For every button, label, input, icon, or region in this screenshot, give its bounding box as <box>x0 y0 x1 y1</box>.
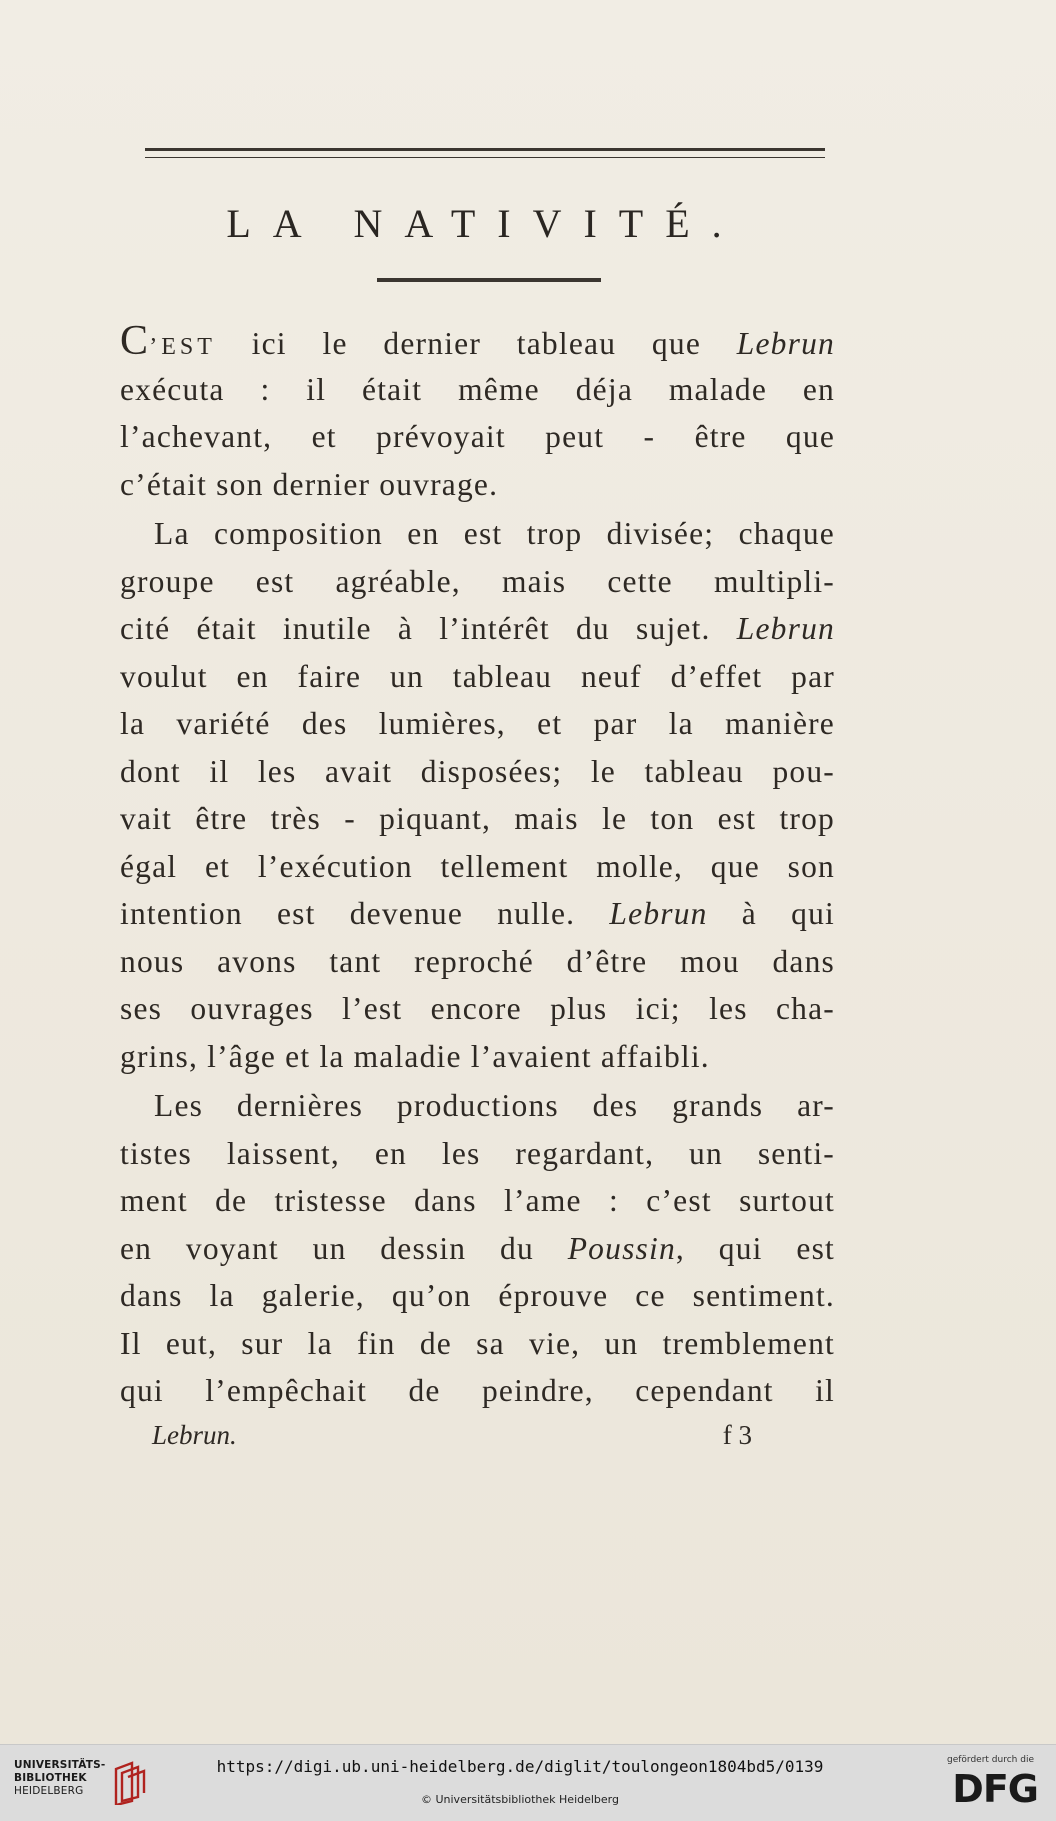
text-line <box>120 1320 835 1368</box>
text-run: grins, l’âge et la maladie l’avaient affaibli. <box>120 1038 710 1074</box>
text-line <box>120 318 835 366</box>
text-line <box>120 748 835 796</box>
library-emblem-icon <box>110 1761 148 1805</box>
text-line <box>120 413 835 461</box>
text-line <box>120 1082 835 1130</box>
text-run: cité était inutile à l’intérêt du sujet. <box>120 611 737 646</box>
text-run: l’achevant, et prévoyait peut - être que <box>120 419 835 454</box>
italic-name: Lebrun <box>609 896 708 931</box>
text-run: intention est devenue nulle. <box>120 896 610 931</box>
text-line <box>120 1367 835 1415</box>
text-run: dans la galerie, qu’on éprouve ce sentiment. <box>120 1278 835 1313</box>
text-run: exécuta : il était même déja malade en <box>120 371 835 407</box>
text-line <box>120 795 835 843</box>
text-run: ment de tristesse dans l’ame : c’est surtout <box>120 1183 835 1218</box>
text-line <box>120 366 835 414</box>
text-run: C <box>120 318 150 364</box>
text-run: qui l’empêchait de peindre, cependant il <box>120 1373 835 1408</box>
text-line <box>120 1033 835 1081</box>
text-run: ses ouvrages l’est encore plus ici; les cha- <box>120 991 835 1026</box>
text-line <box>120 700 835 748</box>
dfg-logo[interactable]: DFG <box>952 1767 1038 1811</box>
sheet-mark: f 3 <box>722 1420 752 1450</box>
text-line <box>120 938 835 986</box>
copyright-notice: © Universitätsbibliothek Heidelberg <box>420 1793 619 1806</box>
text-run: nous avons tant reproché d’être mou dans <box>120 943 835 979</box>
title-underline <box>377 278 601 282</box>
page-url-link[interactable]: https://digi.ub.uni-heidelberg.de/diglit/toulongeon1804bd5/0139 <box>216 1757 824 1776</box>
top-double-rule <box>145 148 825 158</box>
text-line <box>120 510 835 558</box>
text-run: dont il les avait disposées; le tableau pou- <box>120 753 835 789</box>
text-run: La composition en est trop divisée; chaque <box>154 516 835 551</box>
text-run: c’était son dernier ouvrage. <box>120 466 499 502</box>
text-run: égal et l’exécution tellement molle, que son <box>120 848 835 884</box>
text-line <box>120 558 835 606</box>
page-title: LA NATIVITÉ. <box>226 201 744 246</box>
text-line <box>120 1177 835 1225</box>
text-line <box>120 890 835 938</box>
text-run: à qui <box>707 896 835 931</box>
library-name-line1: UNIVERSITÄTS- <box>14 1759 106 1771</box>
text-line <box>120 1130 835 1178</box>
text-line <box>120 1225 835 1273</box>
text-line <box>120 605 835 653</box>
text-run: tistes laissent, en les regardant, un senti- <box>120 1135 835 1171</box>
italic-name: Lebrun <box>736 611 835 646</box>
signature-mark: Lebrun. <box>152 1420 237 1450</box>
viewer-footer-bar <box>0 1744 1056 1821</box>
text-run: groupe est agréable, mais cette multipli- <box>120 563 835 599</box>
text-run: en voyant un dessin du <box>120 1230 568 1266</box>
text-line <box>120 653 835 701</box>
text-line <box>120 461 835 509</box>
text-run: voulut en faire un tableau neuf d’effet par <box>120 658 835 694</box>
text-line <box>120 985 835 1033</box>
funder-label: gefördert durch die <box>947 1755 1034 1765</box>
library-name-line3: HEIDELBERG <box>14 1785 84 1797</box>
text-line <box>120 843 835 891</box>
text-run: , qui est <box>675 1230 835 1266</box>
text-run: ’EST <box>149 334 216 360</box>
library-logo[interactable] <box>14 1759 154 1809</box>
text-run: la variété des lumières, et par la manière <box>120 706 835 741</box>
text-line <box>120 1272 835 1320</box>
text-run: vait être très - piquant, mais le ton est trop <box>120 801 835 836</box>
text-run: Les dernières productions des grands ar- <box>154 1088 835 1123</box>
text-run: Il eut, sur la fin de sa vie, un tremblement <box>120 1325 835 1361</box>
text-run: ici le dernier tableau que <box>215 326 737 361</box>
library-name-line2: BIBLIOTHEK <box>14 1772 87 1784</box>
italic-name: Lebrun <box>736 326 835 361</box>
body-text <box>120 318 835 1415</box>
italic-name: Poussin <box>567 1230 676 1266</box>
